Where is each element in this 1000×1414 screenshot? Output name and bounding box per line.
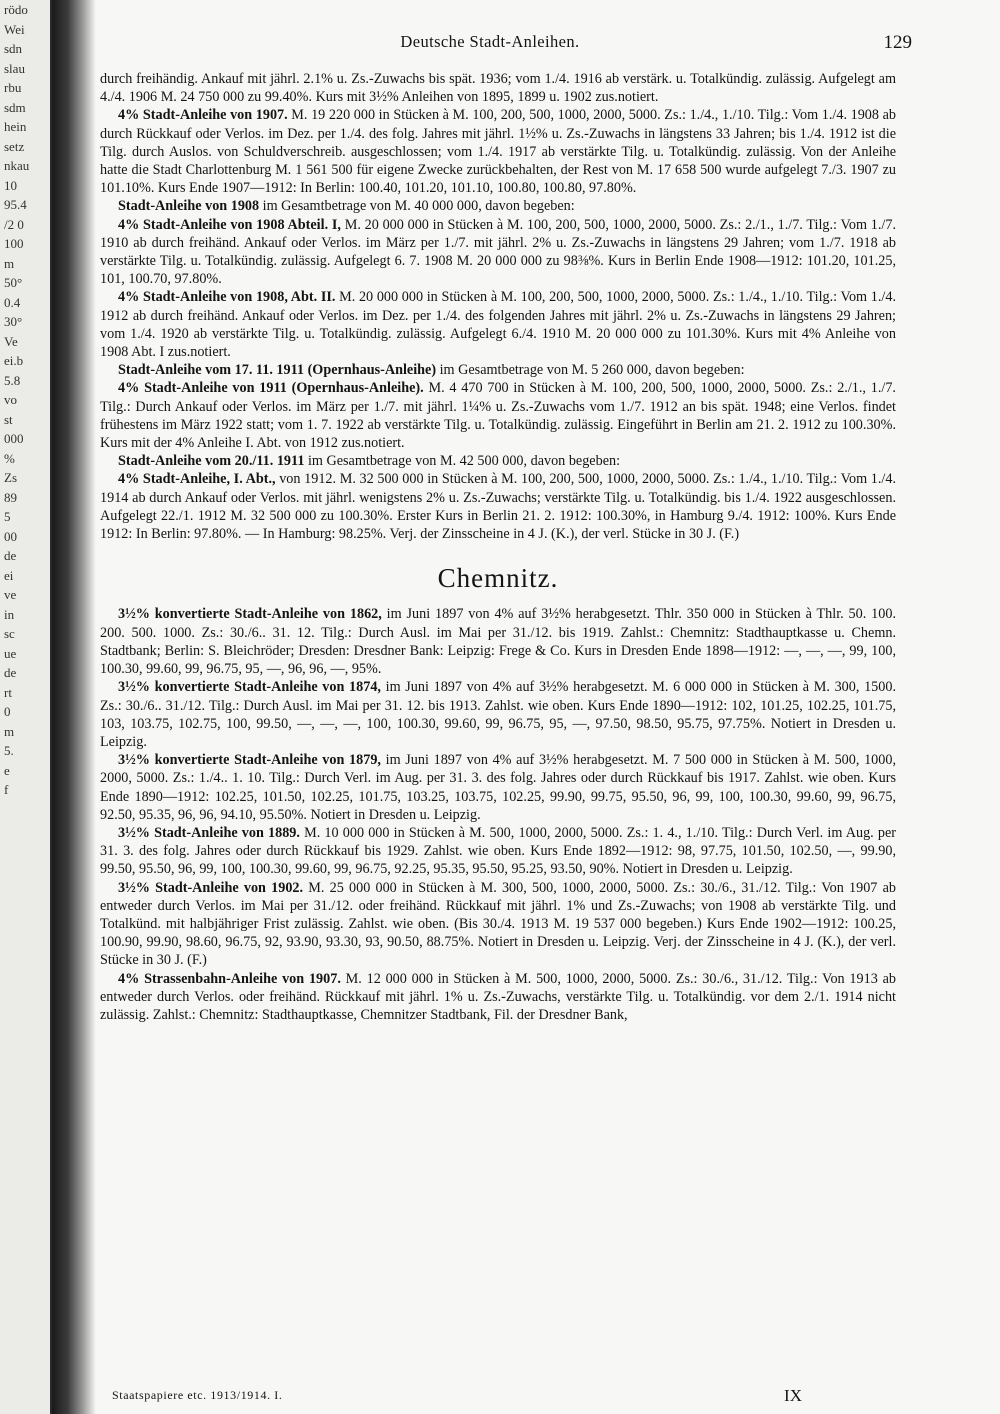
bond-title: 3½% Stadt-Anleihe von 1902.: [118, 879, 304, 896]
page-footer: [112, 1388, 802, 1408]
margin-fragment: 00: [4, 528, 17, 544]
bond-description: M. 12 000 000 in Stücken à M. 500, 1000, 2000, 5000. Zs.: 30./6., 31./12. Tilg.: Von 1913 ab entweder durch Verlos. oder freihänd. Rückkauf mit jährl. 1% u. Zs.-Zuwachs, verstärkte Tilg. u. Totalkündig. vor dem 2./1. 1914 nicht zulässig. Zahlst.: Chemnitz: Stadthauptkasse, Chemnitzer Stadtbank, Fil. der Dresdner Bank,: [100, 970, 896, 1023]
margin-fragment: f: [4, 782, 9, 797]
bond-description: M. 4 470 700 in Stücken à M. 100, 200, 500, 1000, 2000, 5000. Zs.: 2./1., 1./7. Tilg.: Durch Ankauf oder Verlos. im März per 1./7. mit jährl. 1¼% u. Zs.-Zuwachs vom 1./7. 1912 an bis spät. 1948; eine Verlos. findet frühestens im März 1922 statt; vom 1. 7. 1922 ab verstärkte Tilg. u. Totalkündig. zulässig. Eingeführt in Berlin am 21. 2. 1912 zu 100.30%. Kurs mit der 4% Anleihe I. Abt. von 1912 zus.notiert.: [100, 380, 896, 452]
paragraph: [100, 824, 896, 879]
bond-description: im Juni 1897 von 4% auf 3½% herabgesetzt. M. 7 500 000 in Stücken à M. 500, 1000, 2000, 5000. Zs.: 1./4.. 1. 10. Tilg.: Durch Verl. im Aug. per 31. 3. des folg. Jahres oder durch Rückkauf bis 1917. Zahlst. wie oben. Kurs Ende 1890—1912: 102.25, 101.50, 102.25, 101.75, 103.25, 103.75, 102.25, 99.90, 99.75, 95.50, 96, 99, 100, 100.30, 99.60, 99, 96.75, 92.50, 95.35, 96, 96, 94.10, 95.50%. Notiert in Dresden u. Leipzig.: [100, 752, 897, 823]
margin-fragment: setz: [4, 138, 25, 154]
margin-fragment: 10: [4, 177, 17, 193]
margin-fragment: /2 0: [4, 216, 24, 232]
margin-fragment: in: [4, 606, 15, 622]
bond-title: 4% Stadt-Anleihe von 1908, Abt. II.: [118, 289, 336, 306]
bond-title: 3½% konvertierte Stadt-Anleihe von 1874,: [118, 679, 381, 696]
margin-fragment: sc: [4, 626, 15, 641]
paragraph: [100, 361, 896, 379]
margin-fragment: 100: [4, 236, 24, 251]
margin-fragment: ve: [4, 587, 17, 602]
bond-title: 4% Stadt-Anleihe von 1911 (Opernhaus-Anleihe).: [118, 380, 424, 397]
margin-fragment: 000: [4, 431, 24, 446]
margin-fragment: rödo: [4, 2, 28, 17]
paragraph: [100, 470, 896, 543]
bond-title: 4% Stadt-Anleihe, I. Abt.,: [118, 471, 276, 488]
bond-title: 3½% Stadt-Anleihe von 1889.: [118, 824, 300, 841]
margin-fragment: de: [4, 665, 17, 680]
margin-fragment: Ve: [4, 333, 18, 349]
bond-description: im Gesamtbetrage von M. 5 260 000, davon begeben:: [436, 362, 745, 379]
margin-fragment: ei: [4, 567, 14, 583]
margin-fragment: 89: [4, 489, 17, 505]
paragraph: [100, 678, 896, 751]
margin-fragment: de: [4, 548, 17, 563]
paragraph: [100, 379, 896, 452]
paragraph: [100, 106, 896, 197]
bond-description: M. 20 000 000 in Stücken à M. 100, 200, 500, 1000, 2000, 5000. Zs.: 2./1., 1./7. Tilg.: Vom 1./7. 1910 ab durch freihänd. Ankauf oder Verlos. im März per 1./7. mit jährl. 2% u. Zs.-Zuwachs in längstens 29 Jahren; vom 1./7. 1918 ab verstärkte Tilg. u. Totalkündig. zulässig. Aufgelegt 6. 7. 1908 M. 20 000 000 zu 98⅜%. Kurs in Berlin Ende 1908—1912: 101.20, 101.25, 101, 100.70, 97.80%.: [100, 216, 896, 288]
running-title: Deutsche Stadt-Anleihen.: [400, 32, 580, 51]
margin-fragment: slau: [4, 60, 25, 76]
margin-fragment: 5: [4, 509, 11, 524]
margin-fragment: m: [4, 723, 15, 739]
margin-fragment: nkau: [4, 158, 30, 173]
charlottenburg-section: [100, 70, 896, 543]
paragraph: [100, 288, 896, 361]
paragraph: [100, 970, 896, 1025]
margin-fragment: m: [4, 255, 15, 271]
margin-fragment: Wei: [4, 21, 25, 37]
bond-title: Stadt-Anleihe vom 17. 11. 1911 (Opernhaus-Anleihe): [118, 362, 437, 379]
margin-fragment: 5.: [4, 743, 14, 758]
margin-fragment: hein: [4, 119, 27, 134]
bond-description: durch freihändig. Ankauf mit jährl. 2.1% u. Zs.-Zuwachs bis spät. 1936; vom 1./4. 1916 ab verstärk. u. Totalkündig. zulässig. Aufgelegt am 4./4. 1906 M. 24 750 000 zu 99.40%. Kurs mit 3½% Anleihen von 1895, 1899 u. 1902 zus.notiert.: [100, 71, 896, 106]
margin-fragment: Zs: [4, 470, 17, 485]
printer-signature: Staatspapiere etc. 1913/1914. I.: [112, 1388, 283, 1402]
sheet-mark: IX: [784, 1386, 802, 1405]
margin-fragment: 0: [4, 704, 11, 719]
margin-fragment: %: [4, 450, 15, 466]
paragraph: [100, 70, 896, 106]
margin-fragment: 0.4: [4, 294, 21, 310]
bond-title: 4% Strassenbahn-Anleihe von 1907.: [118, 970, 341, 987]
bond-title: 3½% konvertierte Stadt-Anleihe von 1862,: [118, 606, 382, 623]
margin-fragment: ue: [4, 645, 17, 661]
paragraph: [100, 452, 896, 470]
margin-fragment: 30°: [4, 314, 23, 329]
bond-description: M. 25 000 000 in Stücken à M. 300, 500, 1000, 2000, 5000. Zs.: 30./6., 31./12. Tilg.: Von 1907 ab entweder durch Verlos. im Mai per 31./12. oder freihänd. Rückkauf mit jährl. 1% und Zs.-Zuwachs; von 1908 ab verstärkte Tilg. und Totalkünd. mit halbjähriger Frist zulässig. Zahlst. wie oben. (Bis 30./4. 1913 M. 19 537 000 begeben.) Kurs Ende 1902—1912: 100.25, 100.90, 99.90, 98.60, 96.75, 92, 93.90, 93.30, 93, 90.50, 88.75%. Notiert in Dresden u. Leipzig. Verj. der Zinsscheine in 4 J. (K.), der verl. Stücke in 30 J. (F.): [100, 879, 896, 969]
paragraph: [100, 879, 896, 970]
bond-description: M. 20 000 000 in Stücken à M. 100, 200, 500, 1000, 2000, 5000. Zs.: 1./4., 1./10. Tilg.: Vom 1./4. 1912 ab durch freihänd. Ankauf oder Verlos. im Dez. per 1./4. des folgenden Jahres mit jährl. 2% u. Zs.-Zuwachs in längstens 29 Jahren; vom 1./4. 1920 ab verstärkte Tilg. u. Totalkündig. zulässig. Aufgelegt 6./4. 1910 M. 20 000 000 zu 101.30%. Kurs mit 4% Anleihe von 1908 Abt. I zus.notiert.: [100, 289, 896, 361]
paragraph: [100, 605, 896, 678]
bond-title: 3½% konvertierte Stadt-Anleihe von 1879,: [118, 752, 381, 769]
bond-title: 4% Stadt-Anleihe von 1908 Abteil. I,: [118, 216, 341, 233]
body-text: [100, 70, 896, 1024]
bond-description: im Gesamtbetrage von M. 42 500 000, davon begeben:: [304, 453, 621, 470]
city-heading: Chemnitz.: [437, 563, 559, 594]
bond-description: im Juni 1897 von 4% auf 3½% herabgesetzt. M. 6 000 000 in Stücken à M. 300, 1500. Zs.: 30./6.. 31./12. Tilg.: Durch Ausl. im Mai per 31. 12. bis 1913. Zahlst. wie oben. Kurs Ende 1890—1912: 102, 101.25, 102.25, 101.75, 103, 103.75, 102.75, 100, 99.50, —, —, —, 100, 100.30, 99.60, 99, 96.75, 95, —, 97.50, 98.50, 95.75, 97.75%. Notiert in Dresden u. Leipzig.: [100, 679, 897, 750]
paragraph: [100, 751, 896, 824]
bond-description: im Juni 1897 von 4% auf 3½% herabgesetzt. Thlr. 350 000 in Stücken à Thlr. 50. 100. 200. 500. 1000. Zs.: 30./6.. 31. 12. Tilg.: Durch Ausl. im Mai per 31./12. bis 1919. Zahlst.: Chemnitz: Stadthauptkasse u. Chemn. Stadtbank; Berlin: S. Bleichröder; Dresden: Dresdner Bank: Leipzig: Frege & Co. Kurs in Dresden Ende 1898—1912: —, —, —, 99, 100, 100.30, 99.60, 99, 96.75, 95, —, 96, 96, —, 95%.: [100, 606, 896, 678]
bond-title: 4% Stadt-Anleihe von 1907.: [118, 107, 288, 124]
bond-description: M. 10 000 000 in Stücken à M. 500, 1000, 2000, 5000. Zs.: 1. 4., 1./10. Tilg.: Durch Verl. im Aug. per 31. 3. des folg. Jahres oder durch Rückkauf bis 1929. Zahlst. wie oben. Kurs Ende 1892—1912: 98, 97.75, 101.50, 102.50, —, 99.90, 99.50, 95.50, 96, 99, 100, 100.30, 99.60, 99, 96.75, 92.25, 95.35, 95.50, 95.25, 93.50, 90%. Notiert in Dresden u. Leipzig.: [100, 824, 896, 878]
paragraph: [100, 197, 896, 215]
paragraph: [100, 216, 896, 289]
margin-fragment: sdn: [4, 41, 23, 56]
margin-fragment: ei.b: [4, 353, 24, 368]
margin-fragment: st: [4, 411, 13, 427]
bond-description: M. 19 220 000 in Stücken à M. 100, 200, 500, 1000, 2000, 5000. Zs.: 1./4., 1./10. Tilg.: Vom 1./4. 1908 ab durch Rückkauf oder Verlos. im Dez. per 1./4. des folg. Jahres mit jährl. 1½% u. Zs.-Zuwachs in längstens 33 Jahren; bis 1./4. 1912 ist die Tilg. durch Auslos. von Schuldverschreib. ausgeschlossen; vom 1./4. 1917 ab verstärkte Tilg. u. Totalkündig. zulässig. Von der Anleihe hatte die Stadt Charlottenburg M. 1 561 500 für eigene Zwecke zurückbehalten, der Rest von M. 17 658 500 wurde aufgelegt 7./3. 1907 zu 101.10%. Kurs Ende 1907—1912: In Berlin: 100.40, 101.20, 101.10, 100.80, 100.80, 97.80%.: [100, 107, 896, 197]
bond-title: Stadt-Anleihe von 1908: [118, 198, 260, 215]
bond-description: von 1912. M. 32 500 000 in Stücken à M. 100, 200, 500, 1000, 2000, 5000. Zs.: 1./4., 1./10. Tilg.: Vom 1./4. 1914 ab durch Ankauf oder Verlos. mit jährl. wenigstens 2% u. Zs.-Zuwachs; verstärkte Tilg. u. Totalkündig. bis 1./4. 1922 ausgeschlossen. Aufgelegt 22./1. 1912 M. 32 500 000 zu 100.30%. Erster Kurs in Berlin 21. 2. 1912: 100.30%, in Hamburg 9./4. 1912: 100%. Kurs Ende 1912: In Berlin: 97.80%. — In Hamburg: 98.25%. Verj. der Zinsscheine in 4 J. (K.), der verl. Stücke in 30 J. (F.): [100, 471, 896, 543]
margin-fragment: 5.8: [4, 372, 21, 388]
page-header: [80, 32, 912, 56]
margin-fragment: vo: [4, 392, 17, 407]
margin-fragment: 95.4: [4, 197, 27, 212]
margin-fragment: rt: [4, 684, 12, 700]
page-number: 129: [883, 32, 912, 53]
margin-fragment: rbu: [4, 80, 22, 95]
chemnitz-section: [100, 605, 896, 1024]
margin-fragment: sdm: [4, 99, 26, 115]
margin-fragment: 50°: [4, 275, 23, 290]
bond-title: Stadt-Anleihe vom 20./11. 1911: [118, 453, 305, 470]
margin-fragment: e: [4, 762, 10, 778]
bond-description: im Gesamtbetrage von M. 40 000 000, davon begeben:: [259, 198, 575, 215]
